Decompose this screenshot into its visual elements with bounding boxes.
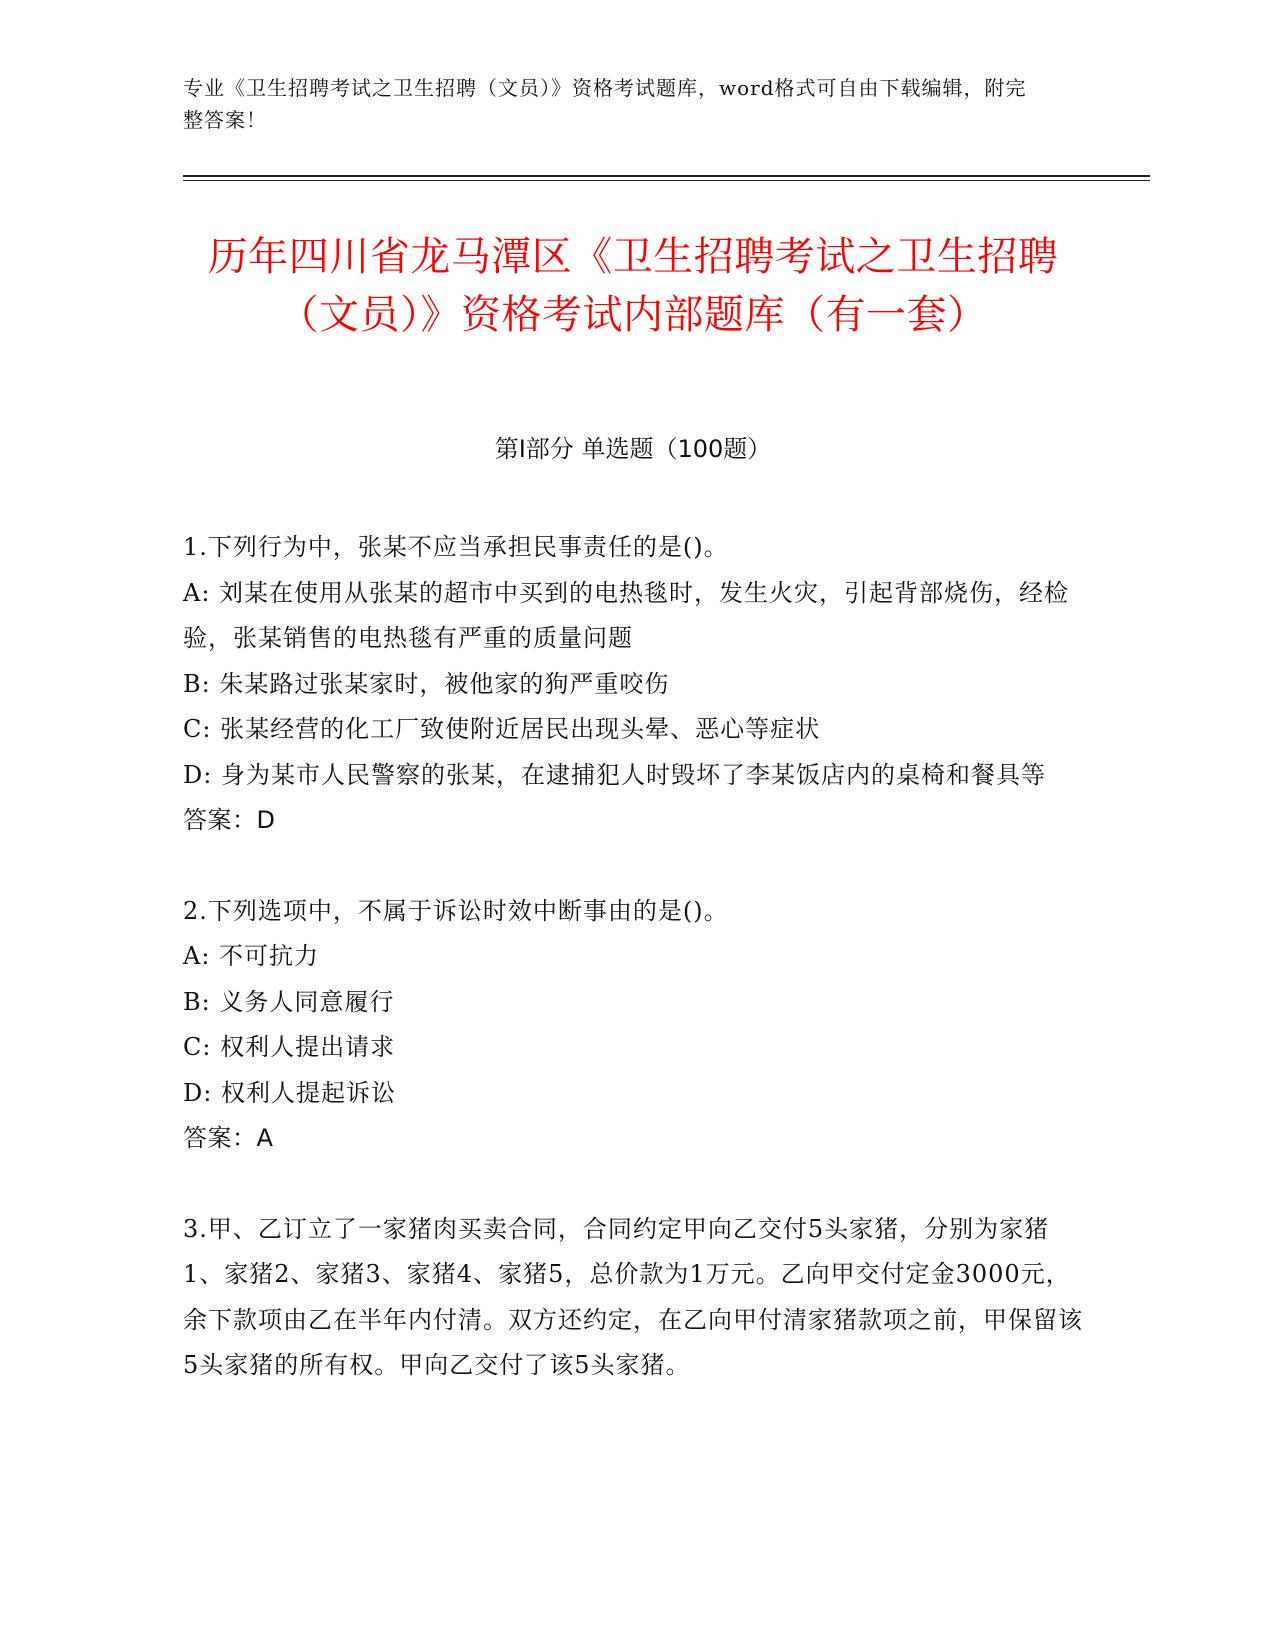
option-d: D: 身为某市人民警察的张某，在逮捕犯人时毁坏了李某饭店内的桌椅和餐具等 xyxy=(183,760,1046,789)
question-list xyxy=(183,525,1083,1434)
option-a: A: 不可抗力 xyxy=(183,942,320,970)
question-3 xyxy=(183,1207,1083,1389)
option-c: C: 张某经营的化工厂致使附近居民出现头晕、恶心等症状 xyxy=(183,715,821,743)
question-stem: 3.甲、乙订立了一家猪肉买卖合同，合同约定甲向乙交付5头家猪，分别为家猪1、家猪2、家猪3、家猪4、家猪5，总价款为1万元。乙向甲交付定金3000元，余下款项由乙在半年内付清。双方还约定，在乙向甲付清家猪款项之前，甲保留该5头家猪的所有权。甲向乙交付了该5头家猪。 xyxy=(183,1214,1083,1379)
option-b: B: 义务人同意履行 xyxy=(183,987,395,1016)
question-stem: 1.下列行为中，张某不应当承担民事责任的是()。 xyxy=(183,533,729,561)
option-d: D: 权利人提起诉讼 xyxy=(183,1078,396,1107)
question-1 xyxy=(183,525,1083,844)
option-c: C: 权利人提出请求 xyxy=(183,1033,396,1061)
header-note: 专业《卫生招聘考试之卫生招聘（文员）》资格考试题库，word格式可自由下载编辑，附完整答案！ xyxy=(183,76,1027,132)
document-title: 历年四川省龙马潭区《卫生招聘考试之卫生招聘（文员）》资格考试内部题库（有一套） xyxy=(207,234,1059,338)
answer: 答案：D xyxy=(183,806,276,834)
question-stem: 2.下列选项中，不属于诉讼时效中断事由的是()。 xyxy=(183,896,729,925)
answer: 答案：A xyxy=(183,1124,274,1152)
header-divider-thin xyxy=(183,180,1150,181)
option-b: B: 朱某路过张某家时，被他家的狗严重咬伤 xyxy=(183,669,670,698)
section-heading: 第I部分 单选题（100题） xyxy=(494,435,772,463)
question-2 xyxy=(183,889,1083,1162)
option-a: A: 刘某在使用从张某的超市中买到的电热毯时，发生火灾，引起背部烧伤，经检验，张某销售的电热毯有严重的质量问题 xyxy=(183,578,1070,652)
header-divider xyxy=(183,175,1150,177)
